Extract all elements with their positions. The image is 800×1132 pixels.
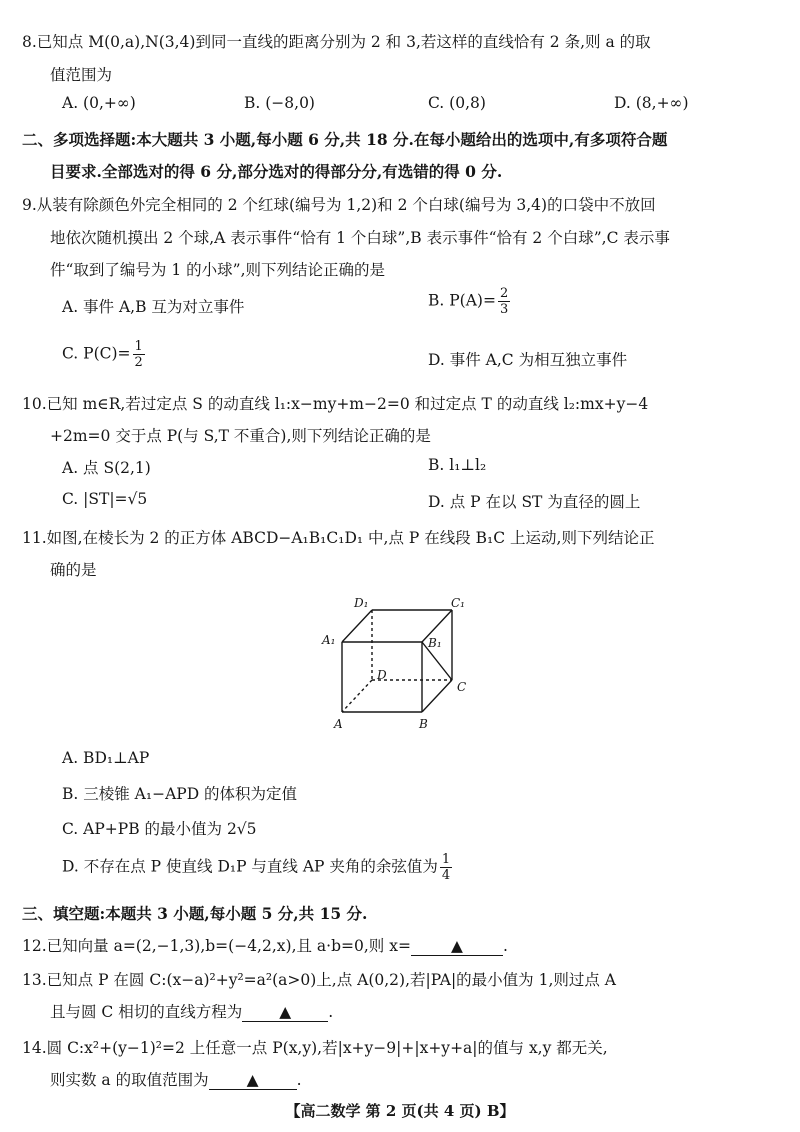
q9-option-c-numerator: 1 — [134, 339, 143, 354]
edge-c-b — [422, 680, 452, 712]
q11-option-a: A. BD₁⊥AP — [62, 749, 150, 767]
label-a1: A₁ — [322, 633, 336, 647]
q10-stem-line1: 10.已知 m∈R,若过定点 S 的动直线 l₁:x−my+m−2=0 和过定点 T 的动直线 l₂:mx+y−4 — [22, 395, 649, 413]
q8-stem-line2: 值范围为 — [50, 66, 113, 84]
q10-stem-line2: +2m=0 交于点 P(与 S,T 不重合),则下列结论正确的是 — [50, 427, 431, 445]
q11-option-d-denominator: 4 — [441, 868, 451, 883]
section2-header-line2: 目要求.全部选对的得 6 分,部分选对的得部分分,有选错的得 0 分. — [50, 162, 503, 181]
q11-stem-line2: 确的是 — [50, 561, 97, 579]
q9-stem-line3: 件“取到了编号为 1 的小球”,则下列结论正确的是 — [50, 261, 385, 279]
label-d1: D₁ — [354, 596, 369, 610]
q12-line — [22, 934, 508, 956]
edge-d-a-hidden — [342, 680, 372, 712]
q14-answer-blank[interactable]: ▲ — [209, 1071, 297, 1090]
q9-option-b-numerator: 2 — [499, 286, 509, 301]
q10-option-b: B. l₁⊥l₂ — [428, 456, 487, 474]
section2-header-line1: 二、多项选择题:本大题共 3 小题,每小题 6 分,共 18 分.在每小题给出的选项中,有多项符合题 — [22, 130, 668, 149]
q8-option-a: A. (0,+∞) — [62, 94, 136, 112]
q9-option-c-denominator: 2 — [134, 355, 143, 370]
label-a: A — [334, 717, 343, 731]
q10-option-a: A. 点 S(2,1) — [62, 459, 151, 477]
q9-option-c-fraction — [133, 339, 145, 370]
q8-option-d: D. (8,+∞) — [614, 94, 689, 112]
q12-end: . — [502, 937, 508, 955]
q14-stem-line1: 14.圆 C:x²+(y−1)²=2 上任意一点 P(x,y),若|x+y−9|+|x+y+a|的值与 x,y 都无关, — [22, 1039, 608, 1057]
q11-option-d-text: D. 不存在点 P 使直线 D₁P 与直线 AP 夹角的余弦值为 — [62, 857, 438, 876]
q12-text: 12.已知向量 a=(2,−1,3),b=(−4,2,x),且 a·b=0,则 x= — [22, 937, 411, 955]
label-d: D — [377, 668, 387, 682]
page-footer: 【高二数学 第 2 页(共 4 页) B】 — [285, 1102, 515, 1120]
q9-option-c-text: C. P(C)= — [62, 344, 131, 363]
label-b: B — [419, 717, 428, 731]
q11-option-d — [62, 852, 454, 883]
q9-option-b-text: B. P(A)= — [428, 291, 496, 310]
q13-line2 — [50, 1000, 333, 1022]
q9-option-a: A. 事件 A,B 互为对立事件 — [62, 298, 245, 316]
q9-stem-line2: 地依次随机摸出 2 个球,A 表示事件“恰有 1 个白球”,B 表示事件“恰有 2 个白球”,C 表示事 — [50, 229, 670, 247]
q14-end: . — [296, 1071, 302, 1089]
q10-option-c: C. |ST|=√5 — [62, 490, 148, 508]
q11-option-b: B. 三棱锥 A₁−APD 的体积为定值 — [62, 785, 298, 803]
section3-header: 三、填空题:本题共 3 小题,每小题 5 分,共 15 分. — [22, 904, 368, 923]
q8-stem-line1: 8.已知点 M(0,a),N(3,4)到同一直线的距离分别为 2 和 3,若这样的直线恰有 2 条,则 a 的取 — [22, 33, 651, 51]
label-b1: B₁ — [428, 636, 442, 650]
q9-option-b-denominator: 3 — [499, 302, 509, 317]
q11-stem-line1: 11.如图,在棱长为 2 的正方体 ABCD−A₁B₁C₁D₁ 中,点 P 在线段 B₁C 上运动,则下列结论正 — [22, 529, 655, 547]
q13-stem-line1: 13.已知点 P 在圆 C:(x−a)²+y²=a²(a>0)上,点 A(0,2),若|PA|的最小值为 1,则过点 A — [22, 971, 617, 989]
q12-answer-blank[interactable]: ▲ — [411, 937, 503, 956]
q8-option-b: B. (−8,0) — [244, 94, 315, 112]
q9-option-d: D. 事件 A,C 为相互独立事件 — [428, 351, 628, 369]
q9-option-b-fraction — [498, 286, 510, 317]
q9-stem-line1: 9.从装有除颜色外完全相同的 2 个红球(编号为 1,2)和 2 个白球(编号为 3,4)的口袋中不放回 — [22, 196, 656, 214]
q10-option-d: D. 点 P 在以 ST 为直径的圆上 — [428, 493, 641, 511]
q14-text: 则实数 a 的取值范围为 — [50, 1071, 209, 1089]
q8-option-c: C. (0,8) — [428, 94, 486, 112]
q9-option-b — [428, 286, 512, 317]
q13-end: . — [328, 1003, 334, 1021]
label-c1: C₁ — [451, 596, 465, 610]
q11-option-d-fraction — [440, 852, 452, 883]
q13-answer-blank[interactable]: ▲ — [242, 1003, 328, 1022]
cube-figure — [318, 592, 478, 738]
label-c: C — [457, 680, 467, 694]
q13-text: 且与圆 C 相切的直线方程为 — [50, 1003, 243, 1021]
q11-option-d-numerator: 1 — [441, 852, 451, 867]
edge-a1-d1 — [342, 610, 372, 642]
q11-option-c: C. AP+PB 的最小值为 2√5 — [62, 820, 257, 838]
q9-option-c — [62, 339, 147, 370]
q14-line2 — [50, 1068, 302, 1090]
